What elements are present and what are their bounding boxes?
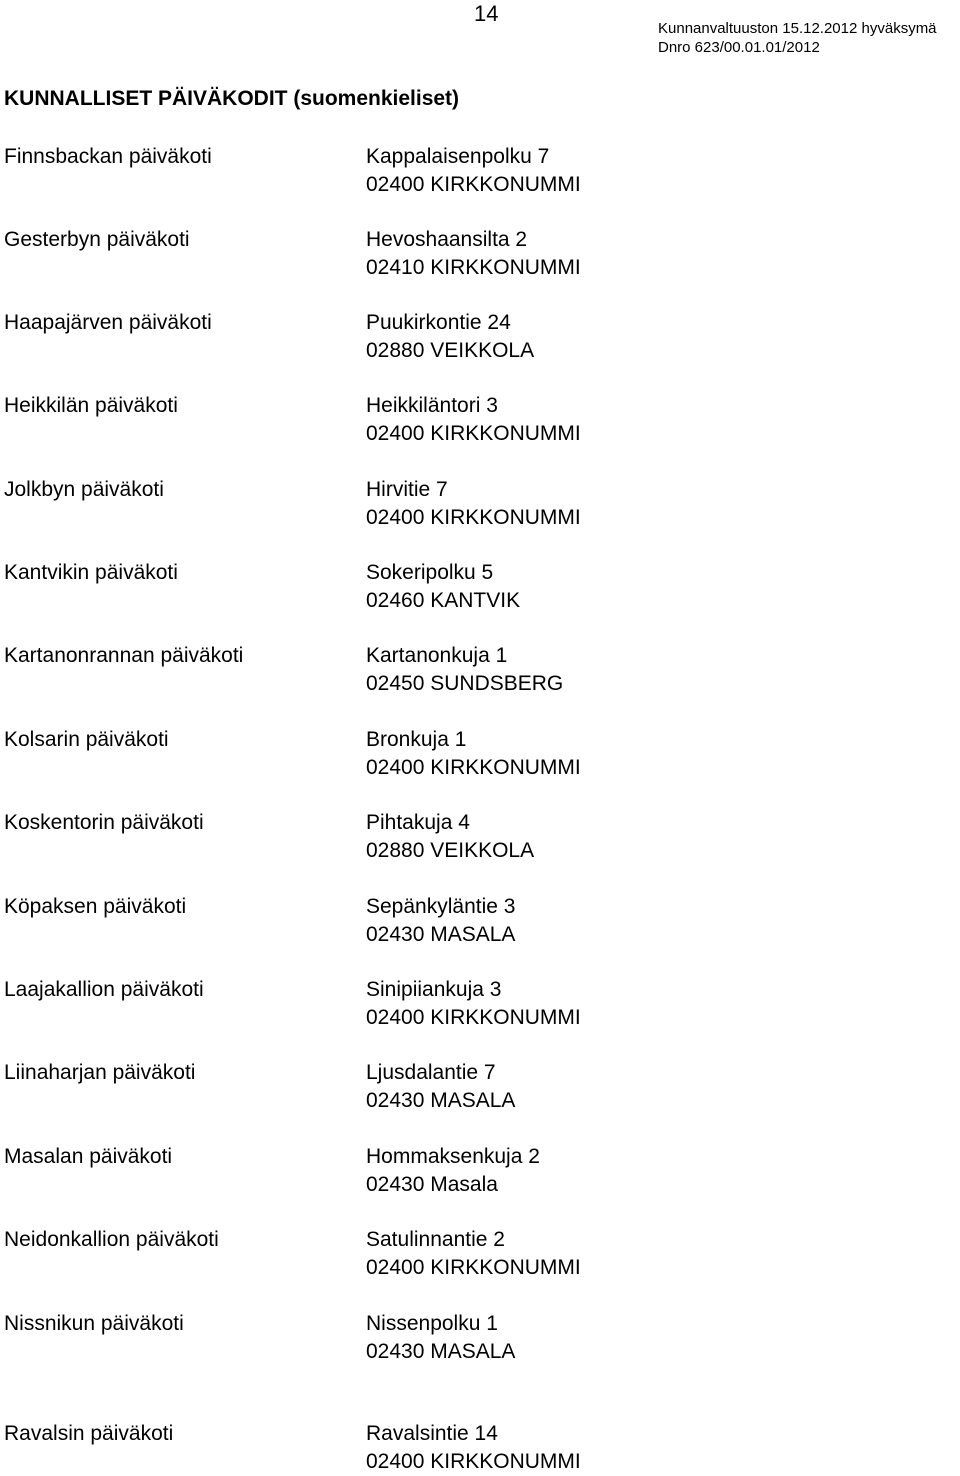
document-reference [658, 20, 937, 58]
daycare-name: Ravalsin päiväkoti [4, 1422, 174, 1445]
postal-city: 02400 KIRKKONUMMI [366, 1256, 581, 1279]
postal-city: 02430 MASALA [366, 923, 516, 946]
postal-city: 02430 Masala [366, 1173, 498, 1196]
postal-city: 02400 KIRKKONUMMI [366, 173, 581, 196]
daycare-name: Laajakallion päiväkoti [4, 978, 204, 1001]
postal-city: 02400 KIRKKONUMMI [366, 756, 581, 779]
street-address: Hirvitie 7 [366, 478, 448, 501]
street-address: Ljusdalantie 7 [366, 1061, 496, 1084]
street-address: Bronkuja 1 [366, 728, 467, 751]
daycare-name: Masalan päiväkoti [4, 1145, 173, 1168]
daycare-name: Jolkbyn päiväkoti [4, 478, 164, 501]
street-address: Satulinnantie 2 [366, 1228, 505, 1251]
daycare-name: Nissnikun päiväkoti [4, 1312, 184, 1335]
street-address: Kappalaisenpolku 7 [366, 145, 550, 168]
street-address: Pihtakuja 4 [366, 811, 470, 834]
postal-city: 02880 VEIKKOLA [366, 339, 535, 362]
daycare-name: Finnsbackan päiväkoti [4, 145, 212, 168]
postal-city: 02400 KIRKKONUMMI [366, 1006, 581, 1029]
daycare-name: Neidonkallion päiväkoti [4, 1228, 219, 1251]
postal-city: 02400 KIRKKONUMMI [366, 1450, 581, 1473]
postal-city: 02400 KIRKKONUMMI [366, 506, 581, 529]
daycare-name: Kolsarin päiväkoti [4, 728, 169, 751]
page-title: KUNNALLISET PÄIVÄKODIT (suomenkieliset) [4, 87, 460, 110]
daycare-name: Heikkilän päiväkoti [4, 394, 178, 417]
street-address: Heikkiläntori 3 [366, 394, 498, 417]
street-address: Kartanonkuja 1 [366, 644, 508, 667]
daycare-name: Haapajärven päiväkoti [4, 311, 212, 334]
postal-city: 02880 VEIKKOLA [366, 839, 535, 862]
street-address: Sepänkyläntie 3 [366, 895, 516, 918]
street-address: Puukirkontie 24 [366, 311, 511, 334]
street-address: Sinipiiankuja 3 [366, 978, 502, 1001]
postal-city: 02410 KIRKKONUMMI [366, 256, 581, 279]
street-address: Nissenpolku 1 [366, 1312, 498, 1335]
page-number: 14 [474, 1, 499, 26]
postal-city: 02460 KANTVIK [366, 589, 521, 612]
street-address: Ravalsintie 14 [366, 1422, 498, 1445]
approval-note: Kunnanvaltuuston 15.12.2012 hyväksymä [658, 20, 937, 37]
postal-city: 02400 KIRKKONUMMI [366, 422, 581, 445]
daycare-name: Koskentorin päiväkoti [4, 811, 204, 834]
street-address: Hevoshaansilta 2 [366, 228, 528, 251]
street-address: Hommaksenkuja 2 [366, 1145, 540, 1168]
daycare-name: Kartanonrannan päiväkoti [4, 644, 244, 667]
daycare-name: Kantvikin päiväkoti [4, 561, 178, 584]
daycare-name: Liinaharjan päiväkoti [4, 1061, 196, 1084]
postal-city: 02430 MASALA [366, 1340, 516, 1363]
postal-city: 02450 SUNDSBERG [366, 672, 564, 695]
daycare-name: Köpaksen päiväkoti [4, 895, 187, 918]
record-number: Dnro 623/00.01.01/2012 [658, 39, 820, 56]
daycare-name: Gesterbyn päiväkoti [4, 228, 190, 251]
street-address: Sokeripolku 5 [366, 561, 494, 584]
postal-city: 02430 MASALA [366, 1089, 516, 1112]
